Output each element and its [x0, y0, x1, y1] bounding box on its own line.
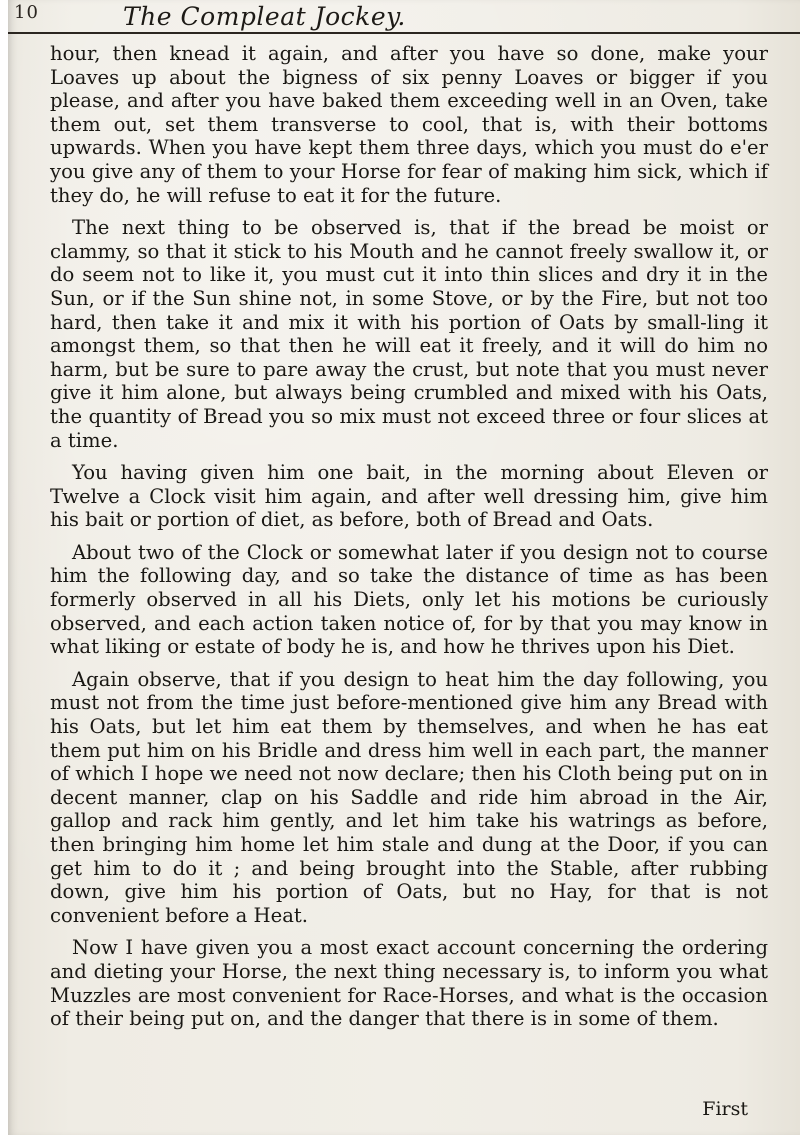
catchword: First — [702, 1098, 748, 1120]
body-text — [50, 42, 768, 1040]
header-rule — [8, 32, 800, 34]
paragraph-5: Again observe, that if you design to heat him the day following, you must not from the time just before-mentioned give him any Bread with his Oats, but let him eat them by themselves, and when he has eat them put him on his Bridle and dress him well in each part, the manner of which I hope we need not now declare; then his Cloth being put on in decent manner, clap on his Saddle and ride him abroad in the Air, gallop and rack him gently, and let him take his watrings as before, then bringing him home let him stale and dung at the Door, if you can get him to do it ; and being brought into the Stable, after rubbing down, give him his portion of Oats, but no Hay, for that is not convenient before a Heat. — [50, 667, 768, 927]
paragraph-2: The next thing to be observed is, that if the bread be moist or clammy, so that it stick to his Mouth and he cannot freely swallow it, or do seem not to like it, you must cut it into thin slices and dry it in the Sun, or if the Sun shine not, in some Stove, or by the Fire, but not too hard, then take it and mix it with his portion of Oats by small-ling it amongst them, so that then he will eat it freely, and it will do him no harm, but be sure to pare away the crust, but note that you must never give it him alone, but always being crumbled and mixed with his Oats, the quantity of Bread you so mix must not exceed three or four slices at a time. — [50, 216, 768, 452]
paragraph-3: You having given him one bait, in the morning about Eleven or Twelve a Clock visit him again, and after well dressing him, give him his bait or portion of diet, as before, both of Bread and Oats. — [50, 461, 768, 532]
paragraph-6: Now I have given you a most exact account concerning the ordering and dieting your Horse, the next thing necessary is, to inform you what Muzzles are most convenient for Race-Horses, and what is the occasion of their being put on, and the danger that there is in some of them. — [50, 936, 768, 1031]
paragraph-1: hour, then knead it again, and after you have so done, make your Loaves up about the bigness of six penny Loaves or bigger if you please, and after you have baked them exceeding well in an Oven, take them out, set them transverse to cool, that is, with their bottoms upwards. When you have kept them three days, which you must do e'er you give any of them to your Horse for fear of making him sick, which if they do, he will refuse to eat it for the future. — [50, 42, 768, 207]
paragraph-4: About two of the Clock or somewhat later if you design not to course him the following day, and so take the distance of time as has been formerly observed in all his Diets, only let his motions be curiously observed, and each action taken notice of, for by that you may know in what liking or estate of body he is, and how he thrives upon his Diet. — [50, 540, 768, 659]
running-title: The Compleat Jockey. — [123, 2, 406, 31]
page-header — [8, 0, 800, 40]
page-number: 10 — [14, 2, 39, 23]
book-page — [8, 0, 800, 1135]
